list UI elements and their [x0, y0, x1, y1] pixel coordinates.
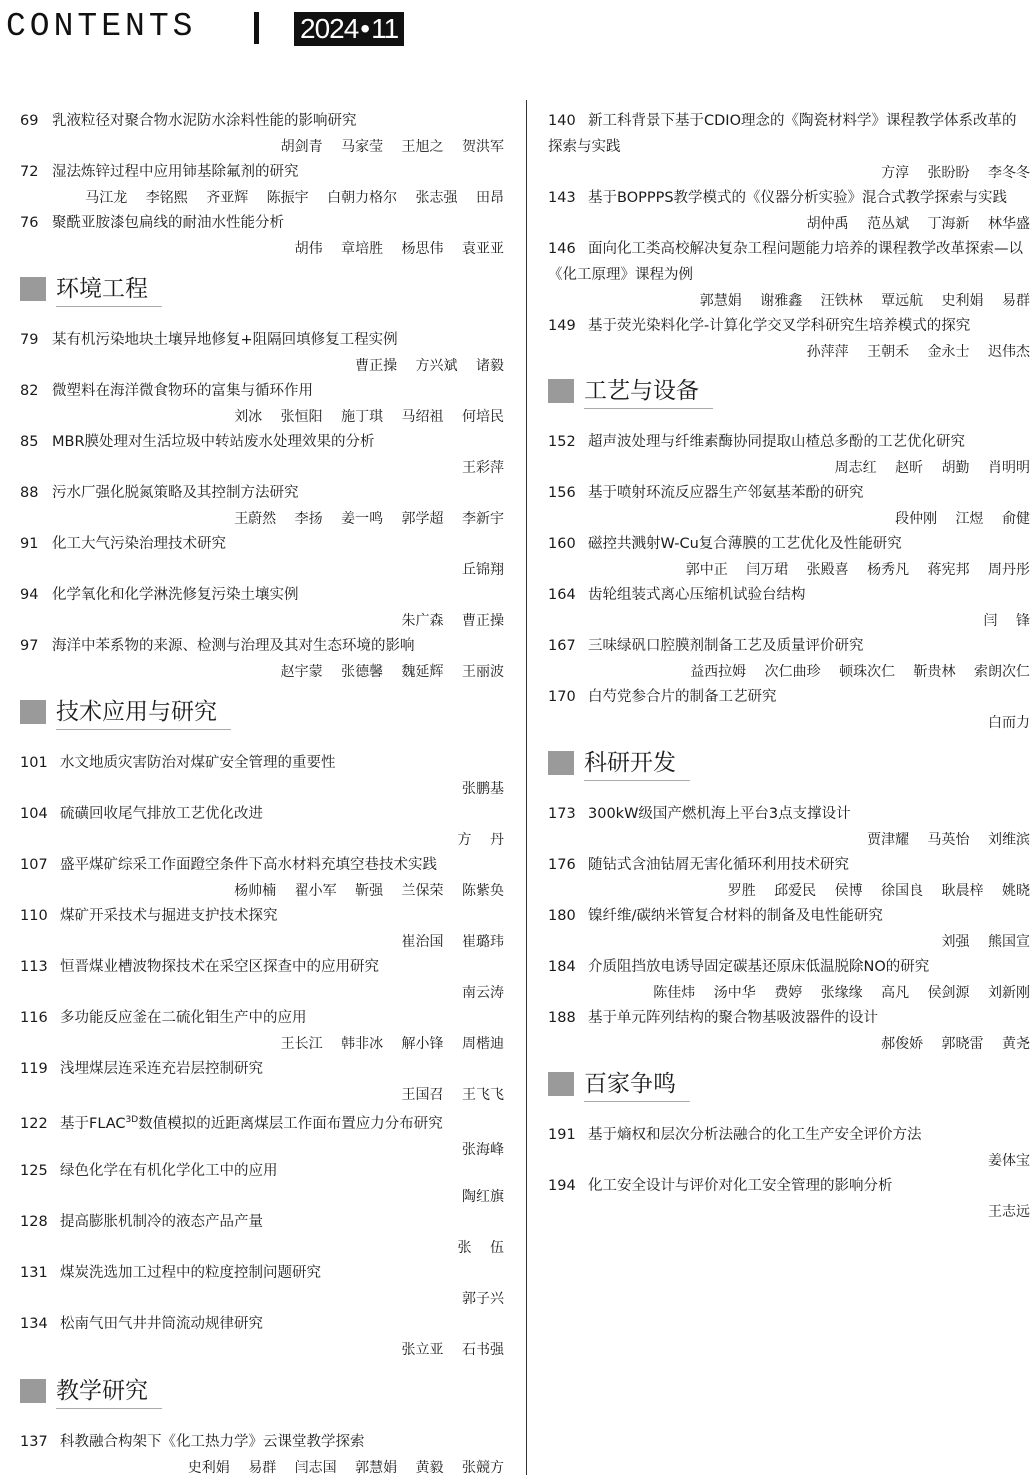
article-authors: 史利娟 易群 闫志国 郭慧娟 黄毅 张競方: [187, 1460, 504, 1476]
toc-entry[interactable]: [20, 633, 504, 685]
toc-entry[interactable]: [20, 378, 504, 430]
toc-entry[interactable]: [548, 185, 1030, 237]
article-title: 湿法炼锌过程中应用铈基除氟剂的研究: [52, 164, 299, 180]
section-title: 科研开发: [584, 746, 690, 781]
article-authors: 段仲刚 江煜 俞健: [895, 511, 1030, 527]
toc-entry[interactable]: [20, 1107, 504, 1163]
title-part: 基于FLAC: [60, 1115, 126, 1132]
issue-number: 11: [371, 13, 399, 44]
article-authors: 闫 锋: [983, 613, 1030, 629]
toc-entry[interactable]: [548, 236, 1030, 314]
article-title: 恒晋煤业槽波物探技术在采空区探查中的应用研究: [60, 959, 379, 975]
article-title: 随钻式含油钻屑无害化循环利用技术研究: [588, 857, 849, 873]
section-marker: [548, 379, 574, 403]
article-title: 新工科背景下基于CDIO理念的《陶瓷材料学》课程教学体系改革的探索与实践: [548, 113, 1017, 155]
article-authors: 张立亚 石书强: [401, 1342, 504, 1358]
article-authors: 刘冰 张恒阳 施丁琪 马绍祖 何培民: [234, 409, 504, 425]
page-number: 116: [20, 1010, 48, 1026]
section-marker: [20, 700, 46, 724]
article-authors: 陶红旗: [462, 1189, 504, 1205]
page-number: 110: [20, 908, 48, 924]
toc-entry[interactable]: [548, 531, 1030, 583]
page-number: 152: [548, 434, 576, 450]
toc-entry[interactable]: [20, 1209, 504, 1261]
page-number: 107: [20, 857, 48, 873]
article-title: 化工安全设计与评价对化工安全管理的影响分析: [588, 1178, 893, 1194]
page-number: 173: [548, 806, 576, 822]
page-number: 125: [20, 1163, 48, 1179]
toc-entry[interactable]: [548, 1173, 1030, 1225]
article-title: 三味绿矾口腔膜剂制备工艺及质量评价研究: [588, 638, 864, 654]
page-number: 140: [548, 113, 576, 129]
page-number: 82: [20, 383, 39, 399]
article-title: 盛平煤矿综采工作面蹬空条件下高水材料充填空巷技术实践: [60, 857, 437, 873]
article-title: 齿轮组装式离心压缩机试验台结构: [588, 587, 806, 603]
article-title: 水文地质灾害防治对煤矿安全管理的重要性: [60, 755, 336, 771]
toc-entry[interactable]: [548, 313, 1030, 365]
article-authors: 刘强 熊国宣: [941, 934, 1030, 950]
toc-entry[interactable]: [20, 954, 504, 1006]
article-title: 绿色化学在有机化学化工中的应用: [60, 1163, 278, 1179]
toc-entry[interactable]: [20, 852, 504, 904]
toc-entry[interactable]: [20, 159, 504, 211]
article-title: 浅埋煤层连采连充岩层控制研究: [60, 1061, 263, 1077]
article-title: 某有机污染地块土壤异地修复+阻隔回填修复工程实例: [52, 332, 398, 348]
article-authors: 马江龙 李铭熙 齐亚辉 陈振宇 白朝力格尔 张志强 田昂: [85, 190, 504, 206]
section-title: 百家争鸣: [584, 1067, 690, 1102]
page-number: 194: [548, 1178, 576, 1194]
article-authors: 孙萍萍 王朝禾 金永士 迟伟杰: [806, 344, 1030, 360]
article-title: 超声波处理与纤维素酶协同提取山楂总多酚的工艺优化研究: [588, 434, 965, 450]
page-number: 88: [20, 485, 39, 501]
article-authors: 周志红 赵昕 胡勤 肖明明: [834, 460, 1030, 476]
toc-entry[interactable]: [548, 903, 1030, 955]
section-title: 工艺与设备: [584, 374, 713, 409]
page-number: 146: [548, 241, 576, 257]
article-authors: 胡仲禹 范丛斌 丁海新 林华盛: [806, 216, 1030, 232]
page-number: 119: [20, 1061, 48, 1077]
toc-entry[interactable]: [548, 633, 1030, 685]
toc-entry[interactable]: [548, 480, 1030, 532]
issue-year: 2024: [300, 13, 359, 44]
article-authors: 姜体宝: [988, 1153, 1030, 1169]
toc-entry[interactable]: [20, 1260, 504, 1312]
page-number: 137: [20, 1434, 48, 1450]
toc-entry[interactable]: [20, 480, 504, 532]
article-authors: 方淳 张盼盼 李冬冬: [881, 165, 1030, 181]
page-number: 91: [20, 536, 39, 552]
page-number: 191: [548, 1127, 576, 1143]
toc-entry[interactable]: [20, 1429, 504, 1481]
toc-entry[interactable]: [20, 582, 504, 634]
page-number: 85: [20, 434, 39, 450]
section-marker: [20, 1379, 46, 1403]
article-authors: 曹正操 方兴斌 诸毅: [355, 358, 504, 374]
article-authors: 王志远: [988, 1204, 1030, 1220]
article-authors: 陈佳炜 汤中华 费婷 张缘缘 高凡 侯剑源 刘新刚: [653, 985, 1030, 1001]
contents-heading: CONTENTS: [6, 8, 197, 45]
toc-entry[interactable]: [548, 1005, 1030, 1057]
toc-entry[interactable]: [20, 429, 504, 481]
toc-entry[interactable]: [548, 852, 1030, 904]
page-number: 149: [548, 318, 576, 334]
issue-badge: [294, 12, 404, 46]
article-title: 300kW级国产燃机海上平台3点支撑设计: [588, 806, 851, 822]
article-title: 白芍党参合片的制备工艺研究: [588, 689, 777, 705]
article-title: 煤炭洗选加工过程中的粒度控制问题研究: [60, 1265, 321, 1281]
article-title: 面向化工类高校解决复杂工程问题能力培养的课程教学改革探索—以《化工原理》课程为例: [548, 241, 1023, 283]
title-part: 数值模拟的近距离煤层工作面布置应力分布研究: [138, 1115, 443, 1132]
page-number: 164: [548, 587, 576, 603]
article-authors: 王蔚然 李扬 姜一鸣 郭学超 李新宇: [234, 511, 504, 527]
section-marker: [548, 1072, 574, 1096]
toc-entry[interactable]: [548, 954, 1030, 1006]
article-authors: 贾津耀 马英怡 刘维滨: [867, 832, 1030, 848]
article-title: 硫磺回收尾气排放工艺优化改进: [60, 806, 263, 822]
article-authors: 王彩萍: [462, 460, 504, 476]
article-title: 磁控共溅射W-Cu复合薄膜的工艺优化及性能研究: [588, 536, 902, 552]
page-number: 167: [548, 638, 576, 654]
page-number: 94: [20, 587, 39, 603]
toc-entry[interactable]: [20, 1056, 504, 1108]
toc-entry[interactable]: [548, 582, 1030, 634]
article-authors: 白而力: [988, 715, 1030, 731]
article-authors: 郝俊娇 郭晓雷 黄尧: [881, 1036, 1030, 1052]
toc-entry[interactable]: [20, 531, 504, 583]
article-title: 科教融合构架下《化工热力学》云课堂教学探索: [60, 1434, 365, 1450]
toc-entry[interactable]: [548, 108, 1030, 186]
article-title: MBR膜处理对生活垃圾中转站废水处理效果的分析: [52, 434, 375, 450]
page-number: 131: [20, 1265, 48, 1281]
page-number: 160: [548, 536, 576, 552]
column-divider: [526, 100, 527, 1475]
article-title: 煤矿开采技术与掘进支护技术探究: [60, 908, 278, 924]
issue-dot: •: [360, 13, 370, 44]
toc-entry[interactable]: [20, 1311, 504, 1363]
article-authors: 赵宇蒙 张德馨 魏延辉 王丽波: [280, 664, 504, 680]
article-authors: 张 伍: [457, 1240, 504, 1256]
article-authors: 崔治国 崔璐玮: [401, 934, 504, 950]
page-number: 134: [20, 1316, 48, 1332]
page-number: 97: [20, 638, 39, 654]
page-number: 156: [548, 485, 576, 501]
toc-entry[interactable]: [548, 1122, 1030, 1174]
article-title: 基于BOPPPS教学模式的《仪器分析实验》混合式教学探索与实践: [588, 190, 1008, 206]
page-number: 104: [20, 806, 48, 822]
article-title: [60, 1116, 443, 1132]
article-authors: 罗胜 邱爱民 侯博 徐国良 耿晨梓 姚晓: [727, 883, 1030, 899]
article-authors: 朱广森 曹正操: [401, 613, 504, 629]
article-title: 海洋中苯系物的来源、检测与治理及其对生态环境的影响: [52, 638, 415, 654]
title-superscript: 3D: [125, 1115, 139, 1125]
page-number: 184: [548, 959, 576, 975]
section-title: 环境工程: [56, 272, 162, 307]
article-authors: 胡伟 章培胜 杨思伟 袁亚亚: [294, 241, 504, 257]
page-number: 72: [20, 164, 39, 180]
article-authors: 丘锦翔: [462, 562, 504, 578]
article-authors: 益西拉姆 次仁曲珍 顿珠次仁 靳贵林 索朗次仁: [690, 664, 1030, 680]
toc-entry[interactable]: [548, 684, 1030, 736]
page-number: 128: [20, 1214, 48, 1230]
section-marker: [548, 751, 574, 775]
article-authors: 南云涛: [462, 985, 504, 1001]
article-title: 基于熵权和层次分析法融合的化工生产安全评价方法: [588, 1127, 922, 1143]
page-number: 170: [548, 689, 576, 705]
article-title: 微塑料在海洋微食物环的富集与循环作用: [52, 383, 313, 399]
article-title: 基于喷射环流反应器生产邻氨基苯酚的研究: [588, 485, 864, 501]
article-authors: 方 丹: [457, 832, 504, 848]
page-number: 69: [20, 113, 39, 129]
page-number: 101: [20, 755, 48, 771]
header-separator: [254, 12, 259, 44]
toc-entry[interactable]: [20, 108, 504, 160]
article-title: 基于单元阵列结构的聚合物基吸波器件的设计: [588, 1010, 878, 1026]
page-number: 188: [548, 1010, 576, 1026]
article-title: 化工大气污染治理技术研究: [52, 536, 226, 552]
article-title: 松南气田气井井筒流动规律研究: [60, 1316, 263, 1332]
section-title: 教学研究: [56, 1374, 162, 1409]
page-number: 180: [548, 908, 576, 924]
article-title: 镍纤维/碳纳米管复合材料的制备及电性能研究: [588, 908, 883, 924]
page-number: 143: [548, 190, 576, 206]
page-number: 113: [20, 959, 48, 975]
article-title: 乳液粒径对聚合物水泥防水涂料性能的影响研究: [52, 113, 357, 129]
page-number: 122: [20, 1115, 48, 1132]
article-title: 基于荧光染料化学-计算化学交叉学科研究生培养模式的探究: [588, 318, 971, 334]
page-number: 176: [548, 857, 576, 873]
toc-entry[interactable]: [20, 1158, 504, 1210]
article-authors: 张鹏基: [462, 781, 504, 797]
article-title: 聚酰亚胺漆包扁线的耐油水性能分析: [52, 215, 284, 231]
article-title: 介质阻挡放电诱导固定碳基还原床低温脱除NO的研究: [588, 959, 930, 975]
article-authors: 郭中正 闫万珺 张殿喜 杨秀凡 蒋宪邦 周丹彤: [685, 562, 1030, 578]
article-title: 多功能反应釜在二硫化钼生产中的应用: [60, 1010, 307, 1026]
page-header: [6, 4, 1026, 48]
toc-entry[interactable]: [20, 750, 504, 802]
toc-entry[interactable]: [20, 903, 504, 955]
toc-entry[interactable]: [20, 1005, 504, 1057]
toc-entry[interactable]: [548, 429, 1030, 481]
article-authors: 王长江 韩非冰 解小锋 周楷迪: [280, 1036, 504, 1052]
article-authors: 王国召 王飞飞: [401, 1087, 504, 1103]
section-title: 技术应用与研究: [56, 695, 231, 730]
article-authors: 张海峰: [462, 1141, 504, 1158]
article-authors: 郭子兴: [462, 1291, 504, 1307]
toc-entry[interactable]: [20, 210, 504, 262]
toc-entry[interactable]: [20, 327, 504, 379]
toc-entry[interactable]: [548, 801, 1030, 853]
article-title: 污水厂强化脱氮策略及其控制方法研究: [52, 485, 299, 501]
article-authors: 郭慧娟 谢雅鑫 汪铁林 覃远航 史利娟 易群: [699, 293, 1030, 309]
page-number: 76: [20, 215, 39, 231]
section-marker: [20, 277, 46, 301]
page-number: 79: [20, 332, 39, 348]
article-title: 提高膨胀机制冷的液态产品产量: [60, 1214, 263, 1230]
article-title: 化学氧化和化学淋洗修复污染土壤实例: [52, 587, 299, 603]
toc-entry[interactable]: [20, 801, 504, 853]
article-authors: 胡剑青 马家莹 王旭之 贺洪军: [280, 139, 504, 155]
article-authors: 杨帅楠 翟小军 靳强 兰保荣 陈紫奂: [234, 883, 504, 899]
